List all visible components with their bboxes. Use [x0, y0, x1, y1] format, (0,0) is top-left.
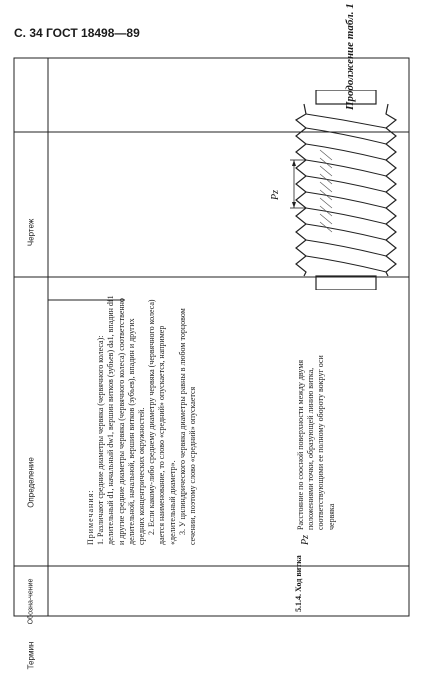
row2-definition: Расстояние по соосной поверхности между двумя положениями точки, образующей линию витка, соответствующими ее полному обороту вокруг оси червяка [296, 355, 336, 530]
page-header: С. 34 ГОСТ 18498—89 [14, 26, 140, 40]
note-2: 2. Если какому-либо среднему диаметру червяка (червячного колеса) дается наименование, то слово «средний» опускается, например «делительный диаметр». [147, 299, 177, 545]
row2-term: 5.1.4. Ход витка [294, 555, 303, 612]
col-header-drawing: Чертеж [26, 218, 36, 247]
notes-title: Примечания: [86, 489, 95, 545]
row2-symbol: Pz [300, 535, 311, 545]
notes-block [86, 295, 198, 545]
note-3: 3. У цилиндрического червяка диаметры равны в любом торцовом сечении, поэтому слово «средний» опускается [177, 308, 198, 545]
continuation-label: Продолжение табл. 1 [344, 3, 356, 110]
note-1: 1. Различают средние диаметры червяка (червячного колеса): делительный d1, начальный dw1, вершин витков (зубьев) da1, впадин df1 и другие средние диаметры червяка (червячного колеса) соответственно делительной, начальной, вершин витков (зубьев), впадин и других средних концентрических окружностей. [96, 295, 147, 545]
dimension-label: Pz [270, 190, 281, 200]
col-header-definition: Определение [26, 457, 36, 508]
worm-drawing [286, 90, 416, 290]
col-header-term: Термин [26, 641, 36, 670]
col-header-symbol: Обозна-чение [27, 578, 35, 625]
